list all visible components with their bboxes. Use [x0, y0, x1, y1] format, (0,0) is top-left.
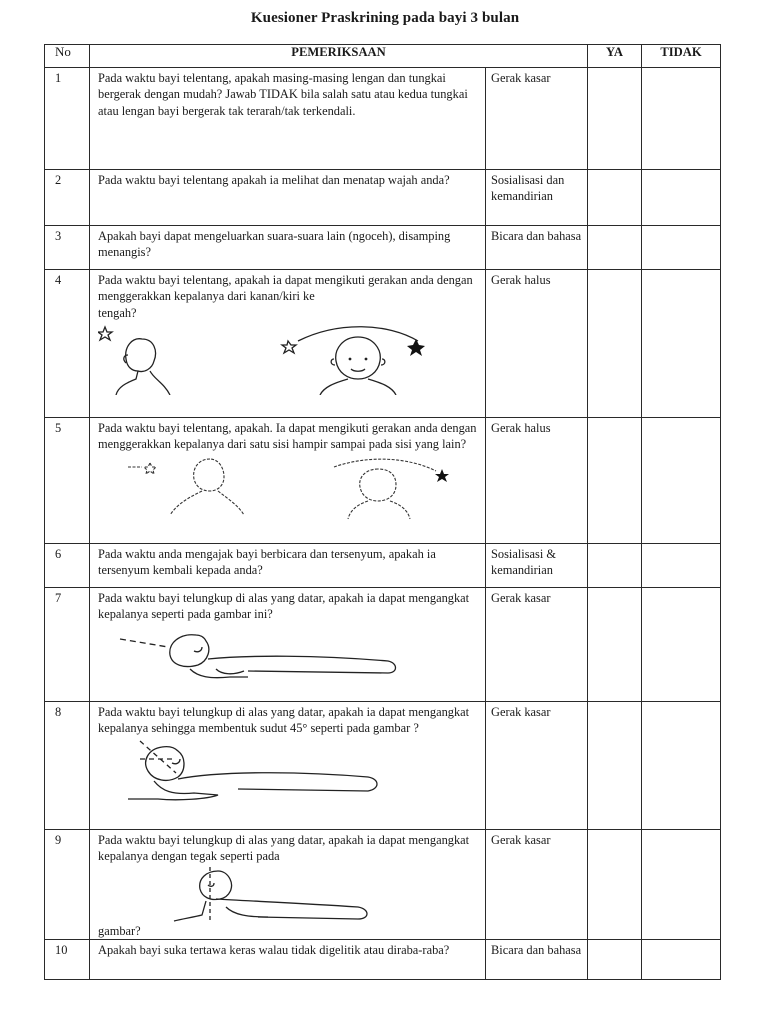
filled-star-icon [407, 339, 425, 356]
domain-cell: Bicara dan bahasa [486, 940, 588, 980]
row-number: 10 [45, 940, 90, 980]
row-number: 9 [45, 830, 90, 940]
left-star-icon [144, 463, 156, 474]
answer-ya-cell[interactable] [588, 170, 642, 226]
answer-ya-cell[interactable] [588, 830, 642, 940]
question-text: Pada waktu bayi telentang, apakah ia dapat mengikuti gerakan anda dengan menggerakkan kepalanya dari kanan/kiri ke [98, 273, 473, 304]
question-cell [90, 226, 486, 270]
question-text: Pada waktu bayi telungkup di alas yang datar, apakah ia dapat mengangkat kepalanya dengan tegak seperti pada [98, 833, 470, 864]
question-cell [90, 544, 486, 588]
screening-table [44, 44, 721, 980]
header-ya: YA [588, 45, 642, 68]
questionnaire-page [44, 0, 726, 1024]
baby-prone-upright-head-figure [98, 867, 478, 923]
domain-cell: Gerak kasar [486, 68, 588, 170]
answer-ya-cell[interactable] [588, 702, 642, 830]
question-text: Pada waktu bayi telungkup di alas yang datar, apakah ia dapat mengangkat kepalanya seperti pada gambar ini? [98, 591, 470, 622]
question-text-end: tengah? [98, 305, 137, 320]
question-cell [90, 270, 486, 418]
question-text: Apakah bayi suka tertawa keras walau tidak digelitik atau diraba-raba? [98, 943, 450, 958]
baby-prone-45-degree-figure [98, 739, 478, 807]
table-row [45, 68, 721, 170]
question-text: Pada waktu bayi telungkup di alas yang datar, apakah ia dapat mengangkat kepalanya sehingga membentuk sudut 45° seperti pada gambar ? [98, 705, 470, 736]
header-no: No [45, 45, 90, 68]
question-text-end: gambar? [98, 923, 141, 938]
question-text: Pada waktu anda mengajak bayi berbicara dan tersenyum, apakah ia tersenyum kembali kepada anda? [98, 547, 436, 578]
answer-ya-cell[interactable] [588, 544, 642, 588]
table-row [45, 270, 721, 418]
answer-tidak-cell[interactable] [642, 588, 721, 702]
outline-star-icon [282, 341, 296, 353]
table-row [45, 418, 721, 544]
answer-tidak-cell[interactable] [642, 170, 721, 226]
baby-supine-side-to-side-figure [98, 455, 478, 521]
table-row [45, 226, 721, 270]
table-row [45, 940, 721, 980]
table-row [45, 170, 721, 226]
table-row [45, 588, 721, 702]
header-pemeriksaan: PEMERIKSAAN [90, 45, 588, 68]
right-star-icon [435, 469, 449, 482]
domain-cell: Gerak halus [486, 270, 588, 418]
row-number: 4 [45, 270, 90, 418]
answer-ya-cell[interactable] [588, 68, 642, 170]
table-header-row [45, 45, 721, 68]
question-cell [90, 170, 486, 226]
domain-cell: Gerak halus [486, 418, 588, 544]
domain-cell: Gerak kasar [486, 830, 588, 940]
question-text: Pada waktu bayi telentang, apakah. Ia dapat mengikuti gerakan anda dengan menggerakkan kepalanya dari satu sisi hampir sampai pada sisi yang lain? [98, 421, 477, 452]
answer-ya-cell[interactable] [588, 588, 642, 702]
document-title: Kuesioner Praskrining pada bayi 3 bulan [250, 10, 520, 26]
question-text: Pada waktu bayi telentang, apakah masing-masing lengan dan tungkai bergerak dengan mudah? Jawab TIDAK bila salah satu atau kedua tungkai atau lengan bayi bergerak tak terarah/tak terkendali. [98, 71, 468, 118]
domain-cell: Sosialisasi & kemandirian [486, 544, 588, 588]
row-number: 1 [45, 68, 90, 170]
answer-tidak-cell[interactable] [642, 68, 721, 170]
domain-cell: Sosialisasi dan kemandirian [486, 170, 588, 226]
answer-tidak-cell[interactable] [642, 830, 721, 940]
row-number: 7 [45, 588, 90, 702]
row-number: 3 [45, 226, 90, 270]
domain-cell: Gerak kasar [486, 588, 588, 702]
question-text: Apakah bayi dapat mengeluarkan suara-suara lain (ngoceh), disamping menangis? [98, 229, 451, 260]
row-number: 8 [45, 702, 90, 830]
answer-tidak-cell[interactable] [642, 418, 721, 544]
answer-ya-cell[interactable] [588, 940, 642, 980]
answer-ya-cell[interactable] [588, 270, 642, 418]
row-number: 5 [45, 418, 90, 544]
domain-cell: Gerak kasar [486, 702, 588, 830]
answer-tidak-cell[interactable] [642, 226, 721, 270]
table-row [45, 544, 721, 588]
question-cell [90, 588, 486, 702]
table-row [45, 702, 721, 830]
answer-tidak-cell[interactable] [642, 940, 721, 980]
answer-ya-cell[interactable] [588, 418, 642, 544]
answer-tidak-cell[interactable] [642, 702, 721, 830]
domain-cell: Bicara dan bahasa [486, 226, 588, 270]
header-tidak: TIDAK [642, 45, 721, 68]
question-cell [90, 940, 486, 980]
row-number: 2 [45, 170, 90, 226]
small-star-icon [98, 327, 112, 340]
answer-ya-cell[interactable] [588, 226, 642, 270]
question-cell [90, 418, 486, 544]
answer-tidak-cell[interactable] [642, 544, 721, 588]
question-cell [90, 830, 486, 940]
table-row [45, 830, 721, 940]
question-cell [90, 68, 486, 170]
question-text: Pada waktu bayi telentang apakah ia melihat dan menatap wajah anda? [98, 173, 450, 187]
answer-tidak-cell[interactable] [642, 270, 721, 418]
baby-prone-head-lift-figure [98, 625, 478, 693]
question-cell [90, 702, 486, 830]
baby-supine-head-turn-figure [98, 323, 478, 395]
row-number: 6 [45, 544, 90, 588]
